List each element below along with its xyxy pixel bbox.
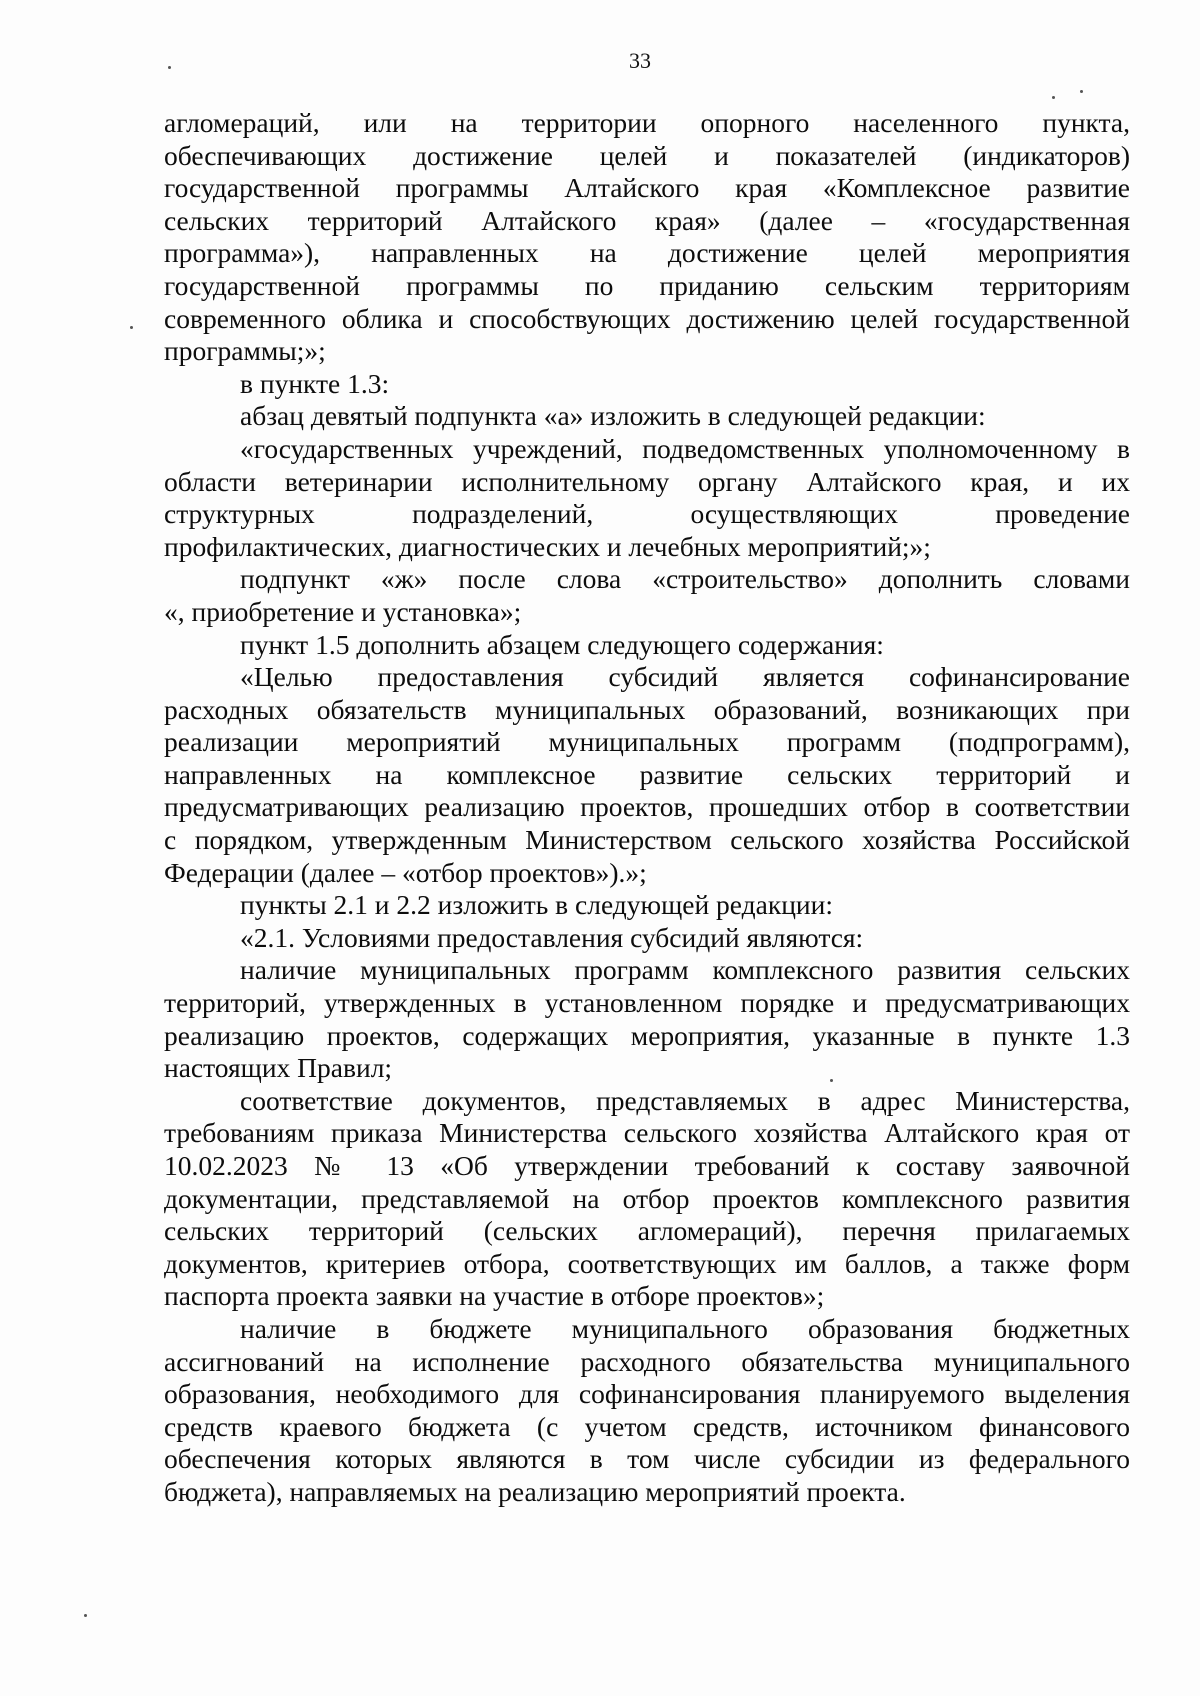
text-line: требованиям приказа Министерства сельского хозяйства Алтайского края от — [164, 1117, 1130, 1149]
text-line: «Целью предоставления субсидий является софинансирование — [240, 661, 1130, 693]
scan-speck — [168, 66, 171, 69]
text-line: программы;»; — [164, 335, 326, 367]
text-line: предусматривающих реализацию проектов, прошедших отбор в соответствии — [164, 791, 1130, 823]
text-line: в пункте 1.3: — [240, 367, 390, 399]
text-line: области ветеринарии исполнительному органу Алтайского края, и их — [164, 465, 1130, 497]
text-line: документов, критериев отбора, соответствующих им баллов, а также форм — [164, 1247, 1130, 1279]
text-line: документации, представляемой на отбор проектов комплексного развития — [164, 1182, 1130, 1214]
text-line: настоящих Правил; — [164, 1052, 393, 1084]
text-line: с порядком, утвержденным Министерством сельского хозяйства Российской — [164, 824, 1130, 856]
text-line: средств краевого бюджета (с учетом средств, источником финансового — [164, 1410, 1130, 1442]
scan-speck — [830, 1079, 833, 1082]
text-line: «2.1. Условиями предоставления субсидий являются: — [240, 921, 864, 953]
text-line: профилактических, диагностических и лечебных мероприятий;»; — [164, 530, 931, 562]
text-line: «государственных учреждений, подведомственных уполномоченному в — [240, 432, 1130, 464]
text-line: государственной программы по приданию сельским территориям — [164, 269, 1130, 301]
text-line: расходных обязательств муниципальных образований, возникающих при — [164, 693, 1130, 725]
text-line: сельских территорий (сельских агломераций), перечня прилагаемых — [164, 1215, 1130, 1247]
text-line: структурных подразделений, осуществляющих проведение — [164, 498, 1130, 530]
scan-speck — [1052, 96, 1055, 99]
text-line: сельских территорий Алтайского края» (далее – «государственная — [164, 204, 1130, 236]
text-line: ассигнований на исполнение расходного обязательства муниципального — [164, 1345, 1130, 1377]
text-line: реализации мероприятий муниципальных программ (подпрограмм), — [164, 726, 1130, 758]
text-line: территорий, утвержденных в установленном порядке и предусматривающих — [164, 987, 1130, 1019]
text-line: 10.02.2023 № 13 «Об утверждении требований к составу заявочной — [164, 1150, 1130, 1181]
text-line: программа»), направленных на достижение целей мероприятия — [164, 237, 1130, 269]
text-line: абзац девятый подпункта «а» изложить в следующей редакции: — [240, 400, 986, 432]
text-line: государственной программы Алтайского края «Комплексное развитие — [164, 172, 1130, 204]
text-line: пункт 1.5 дополнить абзацем следующего содержания: — [240, 628, 884, 660]
scan-speck — [84, 1614, 87, 1617]
text-line: современного облика и способствующих достижению целей государственной — [164, 302, 1130, 334]
text-line: агломераций, или на территории опорного населенного пункта, — [164, 107, 1130, 138]
scan-speck — [1080, 90, 1083, 93]
text-line: обеспечивающих достижение целей и показателей (индикаторов) — [164, 139, 1130, 171]
text-line: «, приобретение и установка»; — [164, 595, 522, 627]
document-body — [164, 107, 1130, 1509]
text-line: соответствие документов, представляемых в адрес Министерства, — [240, 1084, 1130, 1116]
text-line: пункты 2.1 и 2.2 изложить в следующей редакции: — [240, 889, 833, 921]
text-line: подпункт «ж» после слова «строительство» дополнить словами — [240, 563, 1130, 595]
page-number: 33 — [629, 48, 651, 73]
text-line: наличие в бюджете муниципального образования бюджетных — [240, 1312, 1130, 1344]
text-line: бюджета), направляемых на реализацию мероприятий проекта. — [164, 1475, 906, 1507]
text-line: Федерации (далее – «отбор проектов»).»; — [164, 856, 647, 888]
scan-speck — [130, 326, 133, 329]
text-line: направленных на комплексное развитие сельских территорий и — [164, 758, 1130, 790]
text-line: реализацию проектов, содержащих мероприятия, указанные в пункте 1.3 — [164, 1019, 1130, 1051]
text-line: образования, необходимого для софинансирования планируемого выделения — [164, 1378, 1130, 1410]
text-line: наличие муниципальных программ комплексного развития сельских — [240, 954, 1130, 986]
text-line: обеспечения которых являются в том числе субсидии из федерального — [164, 1443, 1130, 1475]
text-line: паспорта проекта заявки на участие в отборе проектов»; — [164, 1280, 825, 1312]
